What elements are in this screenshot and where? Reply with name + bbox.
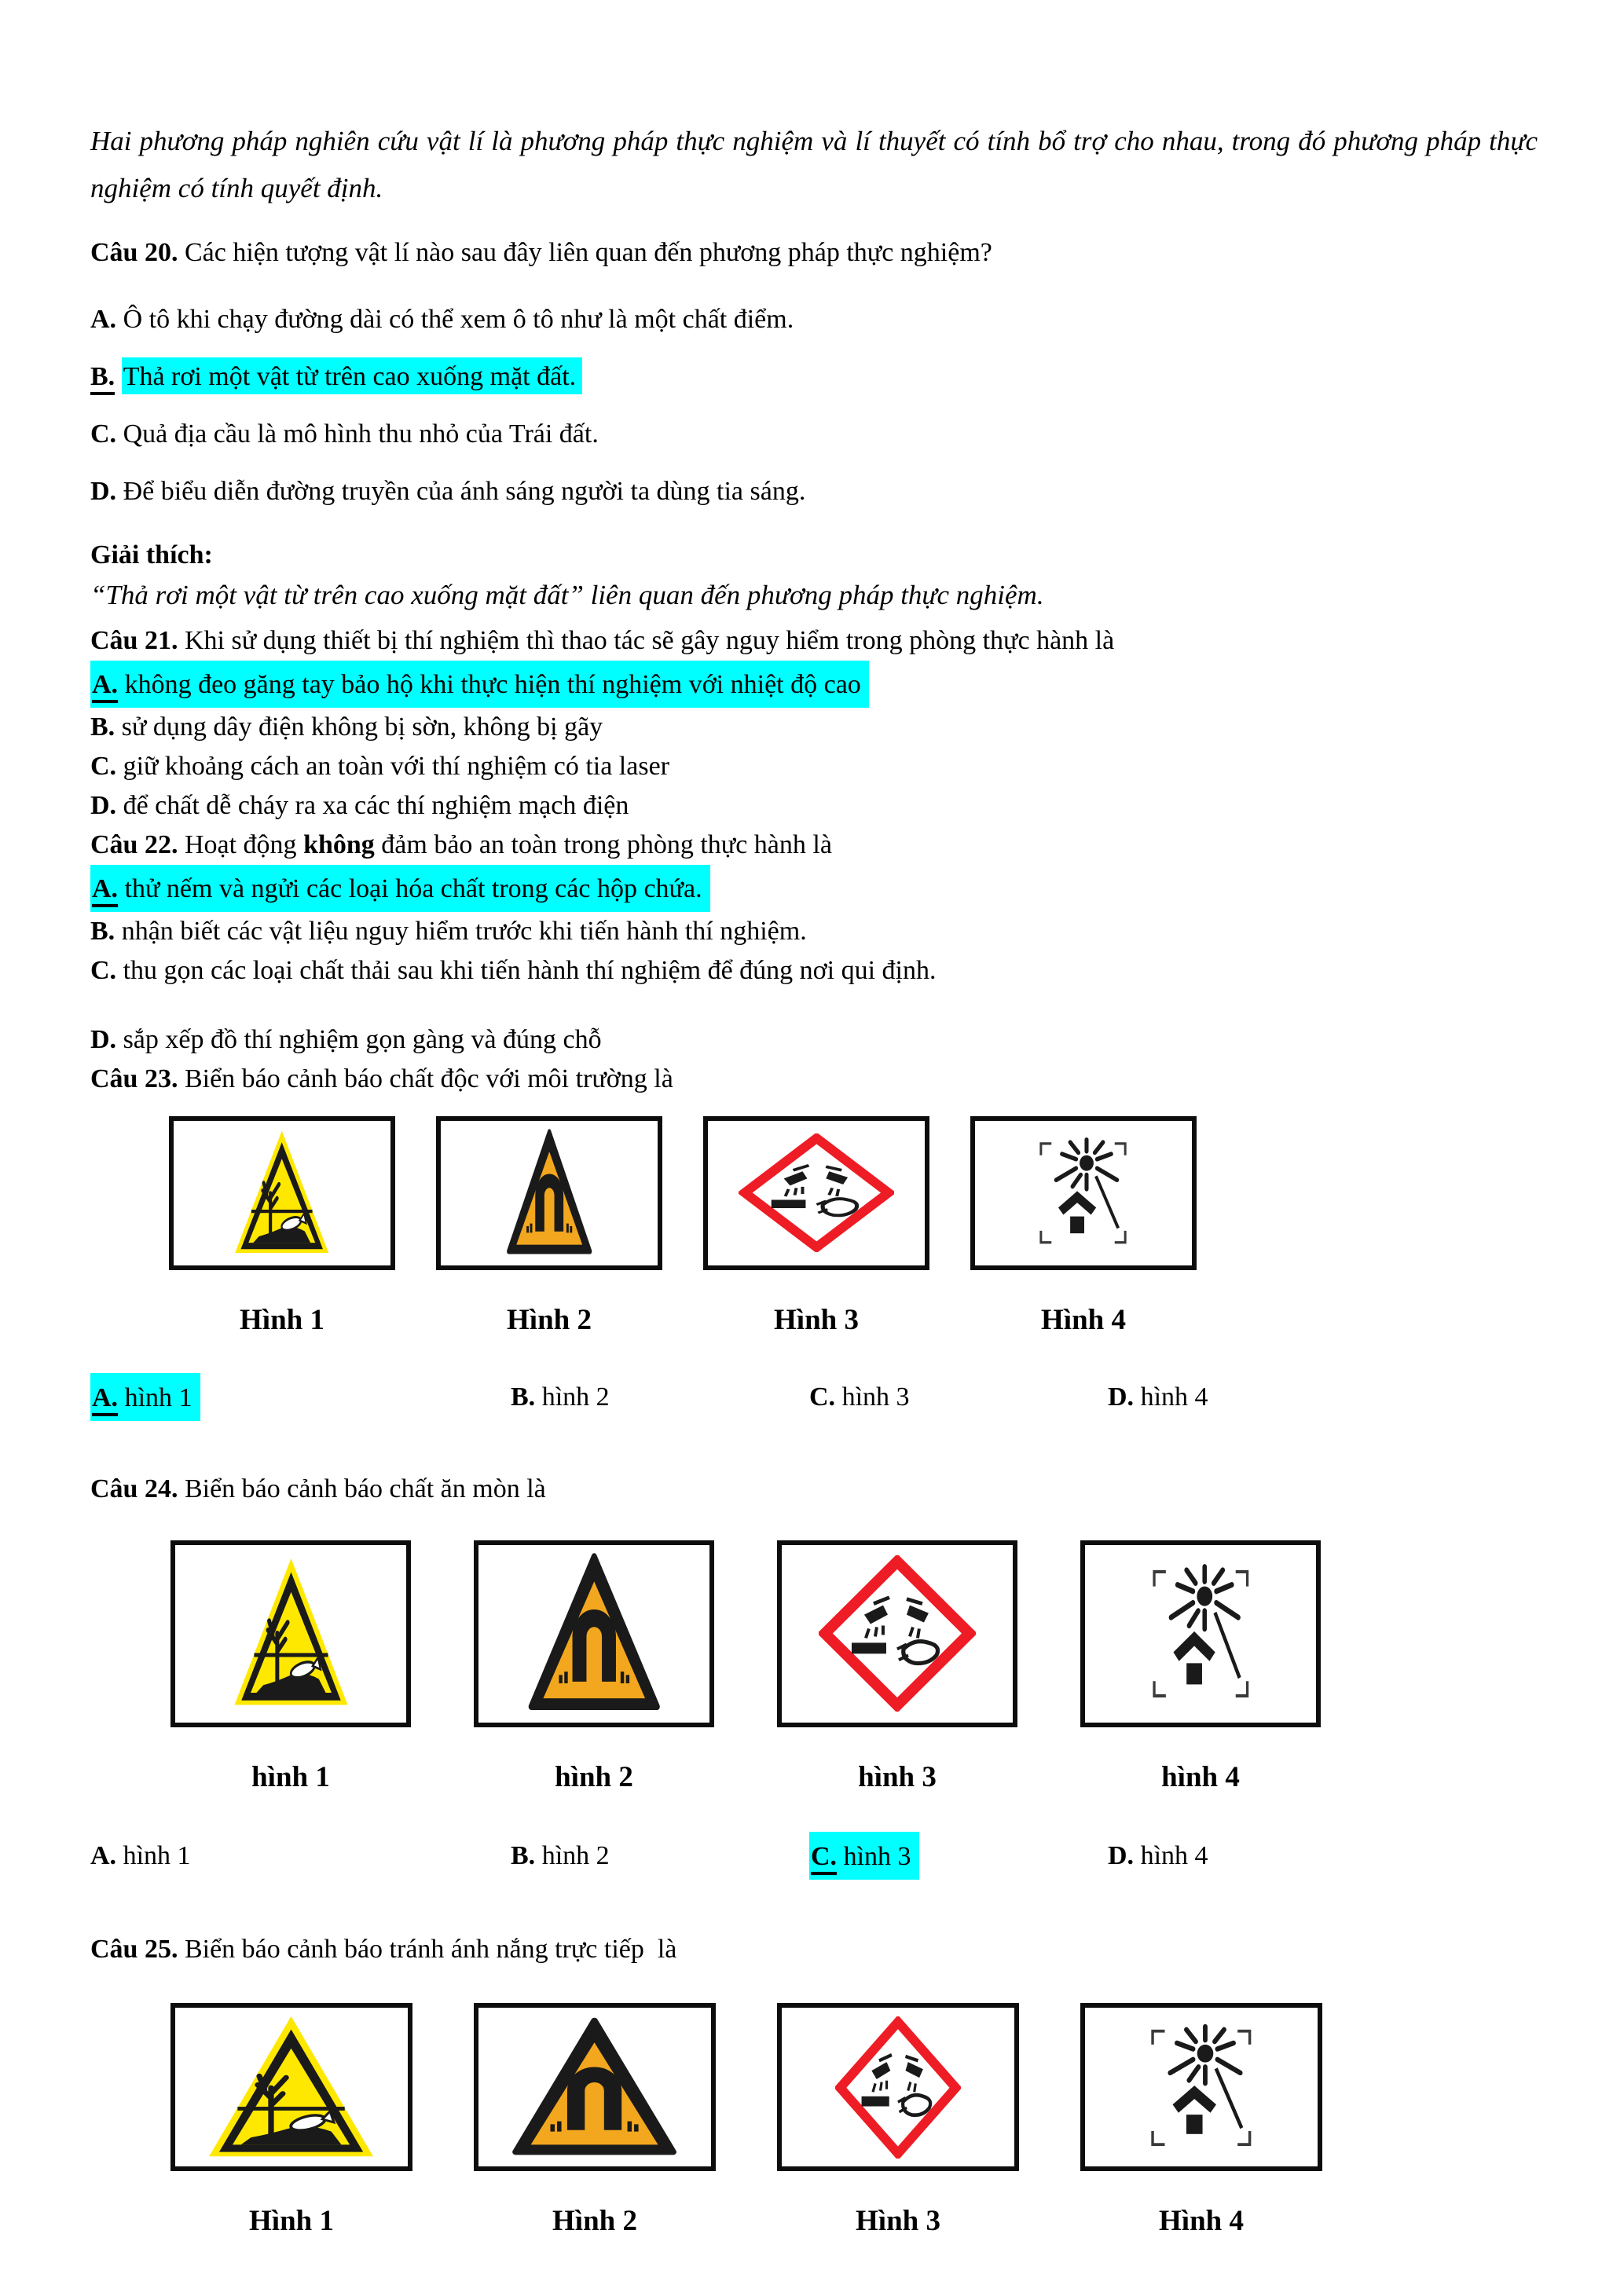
q22-option-d-letter: D. <box>90 1024 117 1054</box>
explain-heading: Giải thích: <box>90 540 213 570</box>
figure-2-hinh-2 <box>474 1540 714 1794</box>
q23-answer-row <box>90 1373 1538 1421</box>
q22-option-d-text: sắp xếp đồ thí nghiệm gọn gàng và đúng chỗ <box>123 1024 602 1054</box>
q21-option-a-highlight <box>90 661 869 708</box>
q24-option-c <box>809 1832 919 1880</box>
magnetic-field-sign-icon <box>474 1540 714 1727</box>
q22-option-a-letter: A. <box>92 874 118 907</box>
question-25 <box>90 1930 1538 1969</box>
q21-option-d-letter: D. <box>90 790 117 820</box>
question-22-number: Câu 22. <box>90 829 178 859</box>
q22-option-c <box>90 951 1538 991</box>
explain-text: “Thả rơi một vật từ trên cao xuống mặt đất” liên quan đến phương pháp thực nghiệm. <box>90 580 1044 611</box>
figure-3-hinh-4 <box>1080 2003 1322 2238</box>
q21-option-c-letter: C. <box>90 751 117 781</box>
q21-option-a-text: không đeo găng tay bảo hộ khi thực hiện thí nghiệm với nhiệt độ cao <box>124 669 861 699</box>
q20-option-c-letter: C. <box>90 419 117 449</box>
question-22-bold-word: không <box>303 829 375 859</box>
q21-option-b <box>90 708 1538 747</box>
corrosive-sign-icon <box>703 1116 929 1270</box>
question-20-text: Các hiện tượng vật lí nào sau đây liên quan đến phương pháp thực nghiệm? <box>178 238 992 268</box>
question-22 <box>90 826 1538 865</box>
figure-3-hinh-1 <box>170 2003 412 2238</box>
q20-option-c-text: Quả địa cầu là mô hình thu nhỏ của Trái đất. <box>123 419 599 449</box>
q21-option-c <box>90 747 1538 786</box>
figure-1-label-2: Hình 2 <box>507 1303 592 1336</box>
question-21 <box>90 621 1538 661</box>
figure-2-label-1: hình 1 <box>251 1760 330 1793</box>
figure-1-hinh-2 <box>436 1116 662 1337</box>
figure-1-label-3: Hình 3 <box>774 1303 859 1336</box>
figure-row-1 <box>90 1116 1538 1337</box>
q20-option-b-letter: B. <box>90 362 115 395</box>
keep-away-from-sunlight-sign-icon <box>1080 1540 1321 1727</box>
question-20-number: Câu 20. <box>90 238 178 268</box>
q20-option-a <box>90 299 1538 339</box>
q22-option-a <box>90 865 1538 912</box>
figure-1-hinh-4 <box>970 1116 1197 1337</box>
q20-option-d-letter: D. <box>90 477 117 507</box>
figure-3-hinh-2 <box>474 2003 716 2238</box>
figure-1-label-4: Hình 4 <box>1041 1303 1126 1336</box>
figure-3-label-1: Hình 1 <box>249 2205 334 2238</box>
q22-option-b <box>90 912 1538 951</box>
question-21-number: Câu 21. <box>90 625 178 655</box>
magnetic-field-sign-icon <box>474 2003 716 2171</box>
q21-option-d <box>90 786 1538 826</box>
question-21-text: Khi sử dụng thiết bị thí nghiệm thì thao tác sẽ gây nguy hiểm trong phòng thực hành là <box>178 625 1115 655</box>
intro-text: Hai phương pháp nghiên cứu vật lí là phương pháp thực nghiệm và lí thuyết có tính bổ trợ cho nhau, trong đó phương pháp thực nghiệm có tính quyết định. <box>90 126 1538 204</box>
figure-2-label-4: hình 4 <box>1161 1760 1240 1793</box>
q22-option-b-letter: B. <box>90 916 115 946</box>
question-20 <box>90 233 1538 273</box>
q20-option-a-letter: A. <box>90 305 117 335</box>
environment-hazard-sign-icon <box>170 2003 412 2171</box>
magnetic-field-sign-icon <box>436 1116 662 1270</box>
question-25-number: Câu 25. <box>90 1934 178 1964</box>
question-24 <box>90 1470 1538 1509</box>
intro-paragraph <box>90 118 1538 212</box>
q20-option-d-text: Để biểu diễn đường truyền của ánh sáng người ta dùng tia sáng. <box>123 477 806 507</box>
environment-hazard-sign-icon <box>170 1540 411 1727</box>
figure-2-label-2: hình 2 <box>555 1760 633 1793</box>
q21-option-b-text: sử dụng dây điện không bị sờn, không bị gãy <box>121 712 603 742</box>
keep-away-from-sunlight-sign-icon <box>1080 2003 1322 2171</box>
q22-option-c-text: thu gọn các loại chất thải sau khi tiến hành thí nghiệm để đúng nơi qui định. <box>123 955 937 985</box>
figure-3-label-2: Hình 2 <box>552 2205 637 2238</box>
figure-3-hinh-3 <box>777 2003 1019 2238</box>
figure-row-2 <box>90 1540 1538 1794</box>
q22-option-b-text: nhận biết các vật liệu nguy hiểm trước khi tiến hành thí nghiệm. <box>121 916 807 946</box>
question-25-text: Biển báo cảnh báo tránh ánh nắng trực tiếp là <box>178 1934 677 1964</box>
environment-hazard-sign-icon <box>169 1116 395 1270</box>
q23-option-a-highlight: A. hình 1 <box>90 1373 200 1421</box>
q21-option-b-letter: B. <box>90 712 115 742</box>
figure-row-3 <box>90 2003 1538 2238</box>
figure-3-label-4: Hình 4 <box>1159 2205 1244 2238</box>
q21-option-d-text: để chất dễ cháy ra xa các thí nghiệm mạch điện <box>123 790 629 820</box>
q21-option-a-letter: A. <box>92 670 118 703</box>
q22-option-a-highlight <box>90 865 710 912</box>
q20-option-c <box>90 414 1538 454</box>
question-22-text-post: đảm bảo an toàn trong phòng thực hành là <box>374 829 832 859</box>
figure-1-hinh-3 <box>703 1116 929 1337</box>
question-24-text: Biển báo cảnh báo chất ăn mòn là <box>178 1474 546 1503</box>
q24-option-c-highlight: C. hình 3 <box>809 1832 919 1880</box>
q24-option-a: A. hình 1 <box>90 1840 191 1870</box>
question-22-text-pre: Hoạt động <box>178 829 304 859</box>
question-23 <box>90 1060 1538 1099</box>
corrosive-sign-icon <box>777 2003 1019 2171</box>
q23-option-d: D. hình 4 <box>1108 1382 1208 1412</box>
figure-2-hinh-1 <box>170 1540 411 1794</box>
q20-option-a-text: Ô tô khi chạy đường dài có thể xem ô tô như là một chất điểm. <box>123 305 794 335</box>
q23-option-c: C. hình 3 <box>809 1382 910 1412</box>
q24-option-d: D. hình 4 <box>1108 1840 1208 1870</box>
q23-option-b: B. hình 2 <box>511 1382 610 1412</box>
q22-option-d <box>90 1020 1538 1060</box>
figure-2-hinh-3 <box>777 1540 1017 1794</box>
q24-answer-row <box>90 1832 1538 1880</box>
figure-2-label-3: hình 3 <box>858 1760 937 1793</box>
question-24-number: Câu 24. <box>90 1474 178 1503</box>
q24-option-b: B. hình 2 <box>511 1840 610 1870</box>
figure-1-hinh-1 <box>169 1116 395 1337</box>
figure-1-label-1: Hình 1 <box>240 1303 324 1336</box>
figure-2-hinh-4 <box>1080 1540 1321 1794</box>
q22-option-c-letter: C. <box>90 955 117 985</box>
q20-option-b-text-highlighted: Thả rơi một vật từ trên cao xuống mặt đất. <box>122 357 582 394</box>
question-23-number: Câu 23. <box>90 1064 178 1093</box>
q21-option-c-text: giữ khoảng cách an toàn với thí nghiệm có tia laser <box>123 751 669 781</box>
keep-away-from-sunlight-sign-icon <box>970 1116 1197 1270</box>
corrosive-sign-icon <box>777 1540 1017 1727</box>
q21-option-a <box>90 661 1538 708</box>
q20-option-d <box>90 471 1538 511</box>
q22-option-a-text: thử nếm và ngửi các loại hóa chất trong các hộp chứa. <box>124 873 702 903</box>
figure-3-label-3: Hình 3 <box>856 2205 940 2238</box>
q23-option-a <box>90 1373 200 1421</box>
question-23-text: Biển báo cảnh báo chất độc với môi trường là <box>178 1064 673 1093</box>
q20-option-b <box>90 357 1538 397</box>
